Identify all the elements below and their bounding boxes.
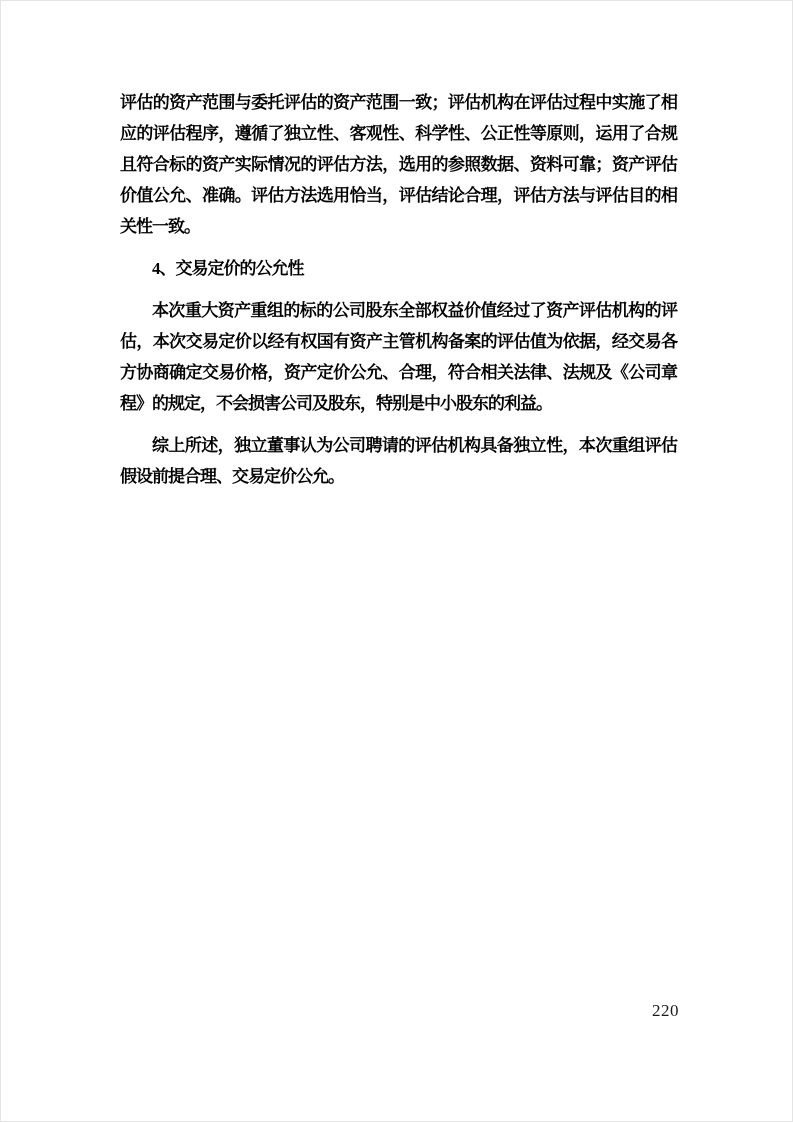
- paragraph-valuation-conclusion: 评估的资产范围与委托评估的资产范围一致；评估机构在评估过程中实施了相应的评估程序，遵循了独立性、客观性、科学性、公正性等原则，运用了合规且符合标的资产实际情况的评估方法，选用的参照数据、资料可靠；资产评估价值公允、准确。评估方法选用恰当，评估结论合理，评估方法与评估目的相关性一致。: [120, 93, 677, 236]
- paragraph-pricing-basis: 本次重大资产重组的标的公司股东全部权益价值经过了资产评估机构的评估，本次交易定价以经有权国有资产主管机构备案的评估值为依据，经交易各方协商确定交易价格，资产定价公允、合理，符合相关法律、法规及《公司章程》的规定，不会损害公司及股东，特别是中小股东的利益。: [120, 301, 677, 413]
- page-number: 220: [652, 1001, 679, 1020]
- paragraph-summary-opinion: 综上所述，独立董事认为公司聘请的评估机构具备独立性，本次重组评估假设前提合理、交易定价公允。: [120, 436, 677, 486]
- section-heading-pricing-fairness: 4、交易定价的公允性: [152, 259, 304, 278]
- text-block: [120, 87, 677, 503]
